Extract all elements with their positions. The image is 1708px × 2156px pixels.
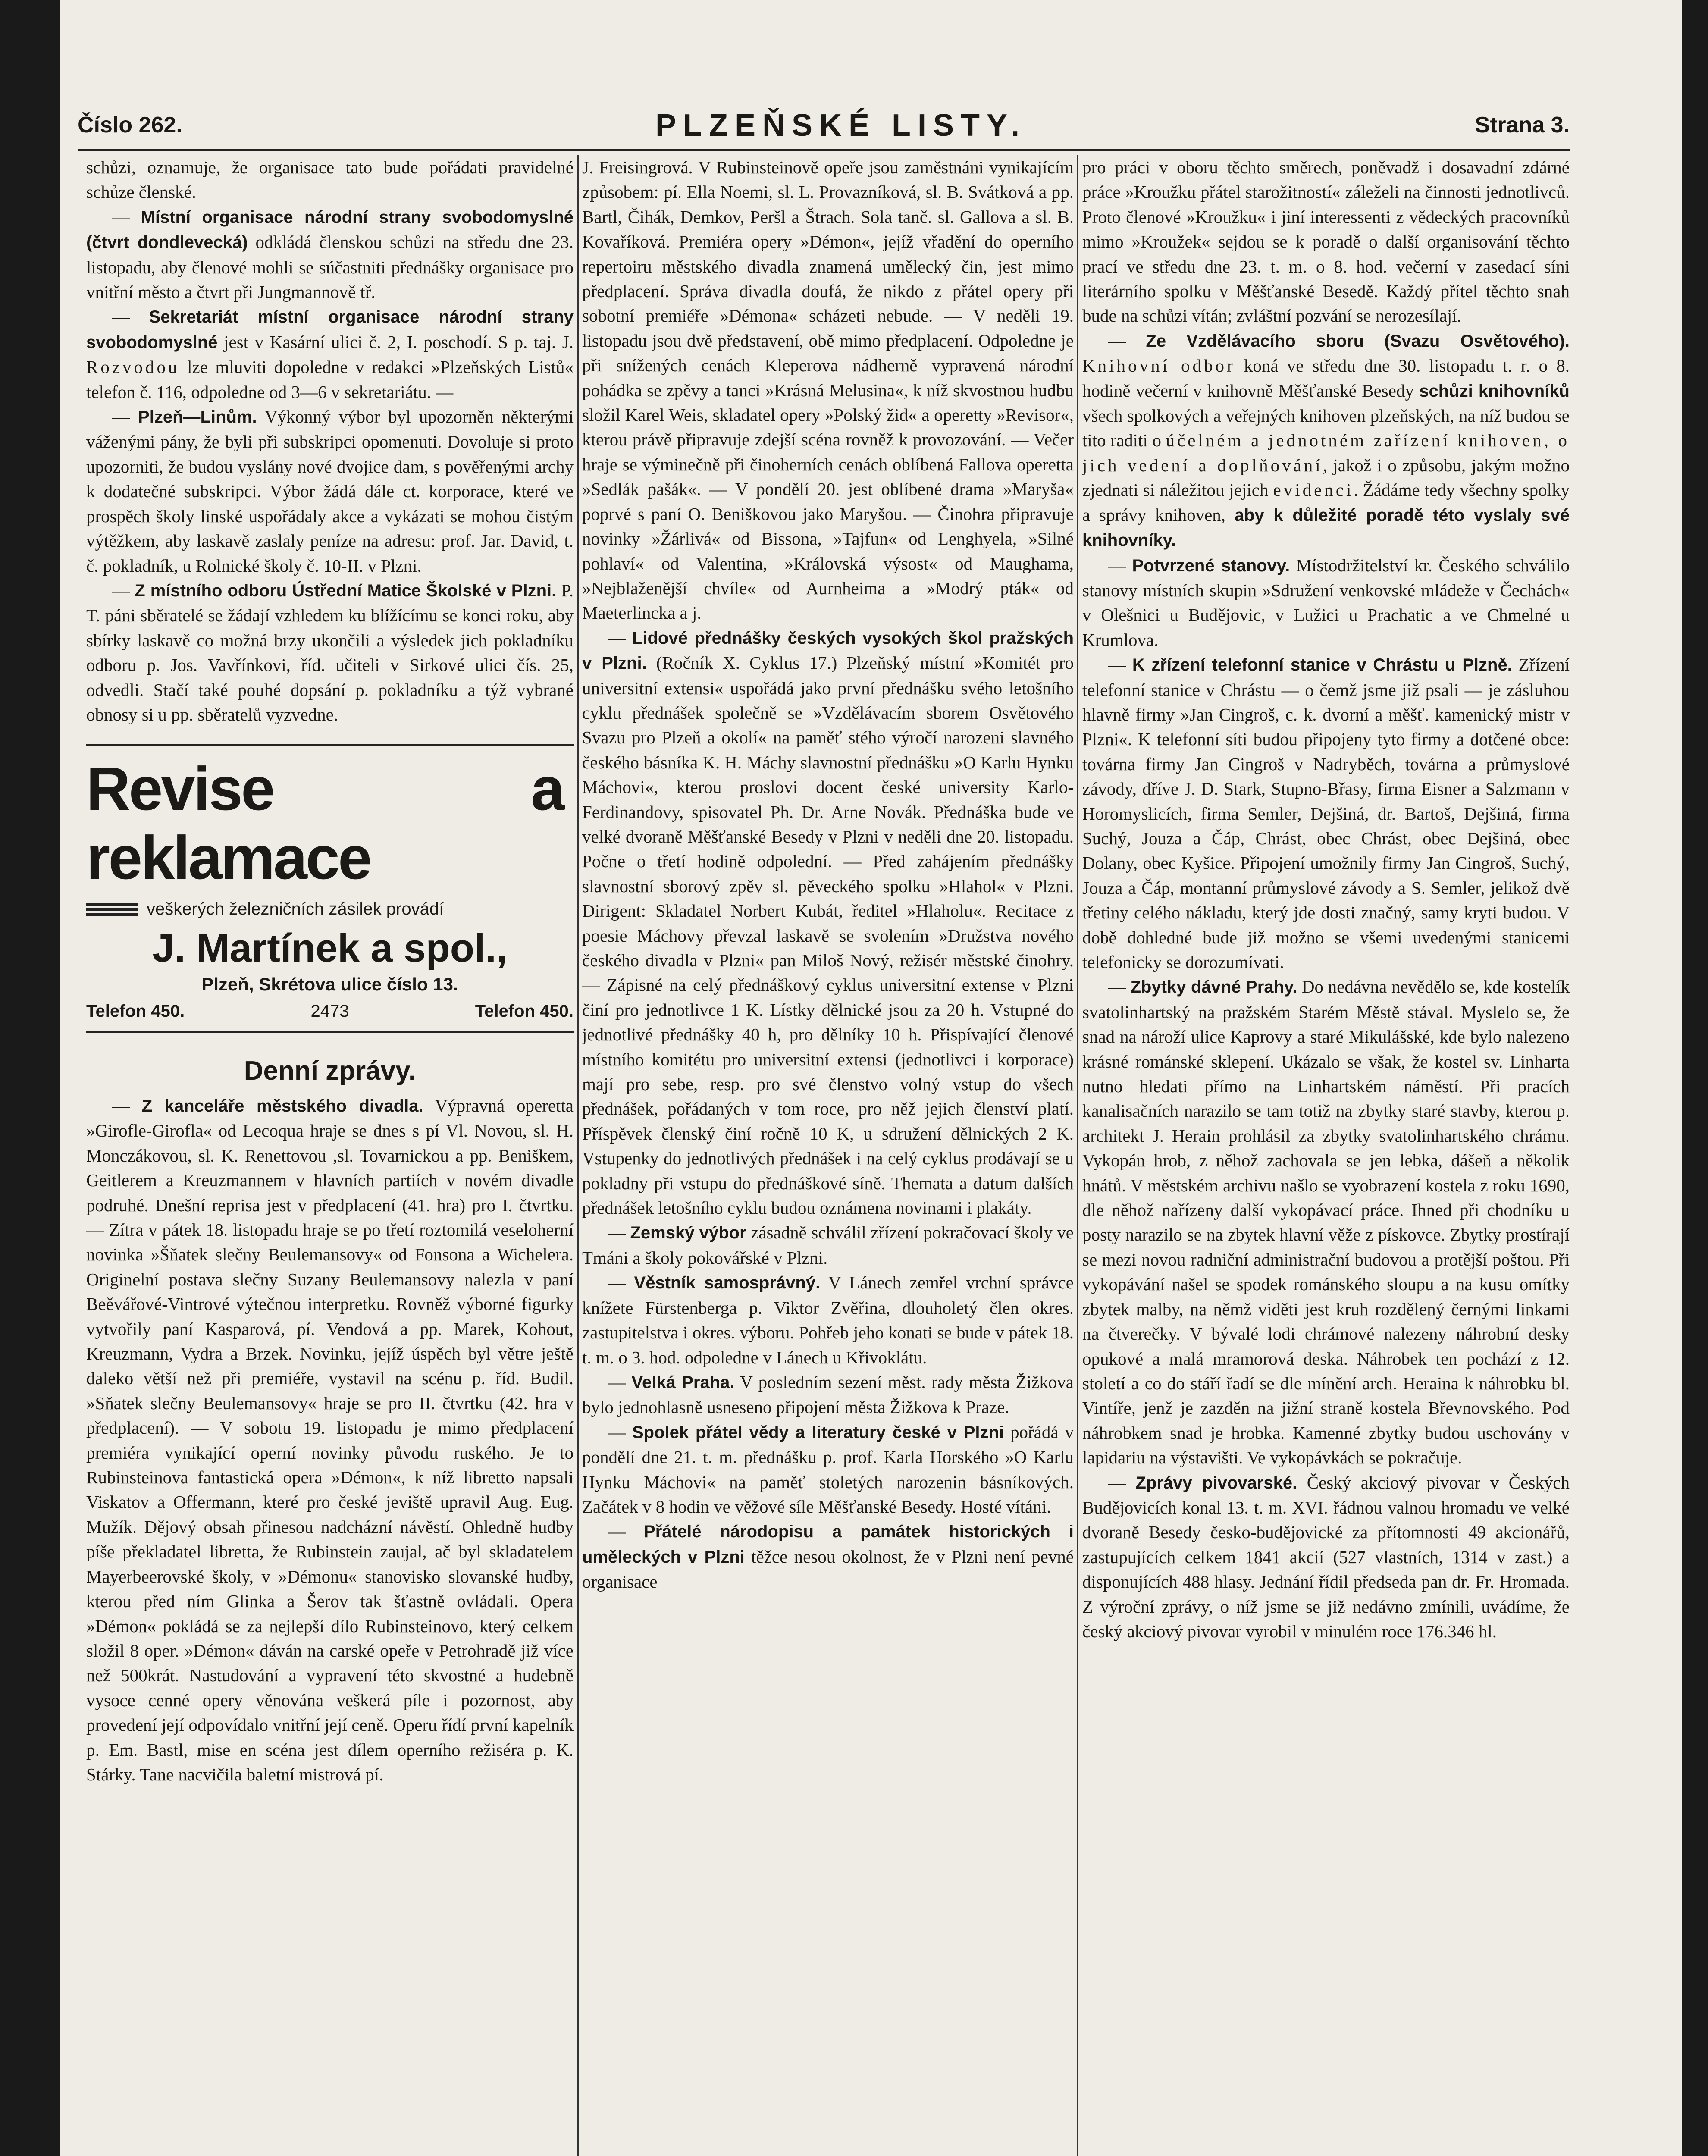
article-text: lze mluviti dopoledne v redakci »Plzeňských Listů« telefon č. 116, odpoledne od 3—6 v sekretariátu. —: [86, 357, 574, 402]
ad-title: [86, 755, 574, 893]
article-text: zásadně schválil zřízení pokračovací školy ve Tmáni a školy pokovářské v Plzni.: [582, 1222, 1074, 1268]
article-heading: Zemský výbor: [630, 1223, 746, 1243]
article-paragraph: schůzi, oznamuje, že organisace tato bude pořádati pravidelné schůze členské.: [86, 157, 574, 202]
article-paragraph: — Plzeň—Linům. Výkonný výbor byl upozorněn některými váženými pány, že byli při subskripci opomenuti. Dovoluje si proto upozorniti, že budou vyslány nové dvojice dam, s pověřenými archy k dodatečné subskripci. Výbor žádá dále ct. korporace, které ve prospěch školy linské uspořádaly akce a vykázati se mohou čistým výtěžkem, aby laskavě zaslaly peníze na adresu: prof. Jar. David, t. č. pokladník, u Rolnické školy č. 10-II. v Plzni.: [86, 407, 574, 576]
header-rule: [78, 149, 1570, 151]
article-heading: Přátelé národopisu a památek historických i uměleckých v Plzni: [582, 1522, 1074, 1567]
article-text-spaced: účelném a jednotném zařízení knihoven, o jich vedení a doplňování: [1082, 430, 1570, 475]
article-paragraph: — Věstník samosprávný. V Lánech zemřel vrchní správce knížete Fürstenberga p. Viktor Zvěřina, dlouholetý člen okres. zastupitelstva i okres. výboru. Pohřeb jeho konati se bude v pátek 18. t. m. o 3. hod. odpoledne v Lánech u Křivoklátu.: [582, 1272, 1074, 1367]
article-heading: Z kanceláře městského divadla.: [141, 1096, 423, 1116]
article-text: Český akciový pivovar v Českých Budějovicích konal 13. t. m. XVI. řádnou valnou hromadu ve velké dvoraně Besedy česko-budějovické za přítomnosti 49 akcionářů, zastupujících celkem 1841 akcií (527 vlastních, 1314 v zast.) a disponujících 488 hlasy. Jednání řídil předseda pan dr. Fr. Hromada. Z výroční zprávy, o níž jsme se již nedávno zmínili, uvádíme, že český akciový pivovar vyrobil v minulém roce 176.346 hl.: [1082, 1472, 1570, 1641]
ad-address: Plzeň, Skrétova ulice číslo 13.: [201, 974, 458, 994]
column-2: [582, 155, 1074, 2156]
article-heading: Lidové přednášky českých vysokých škol pražských v Plzni.: [582, 628, 1074, 673]
article-paragraph: — Přátelé národopisu a památek historických i uměleckých v Plzni těžce nesou okolnost, že v Plzni není pevné organisace: [582, 1521, 1074, 1592]
ad-subtitle: [86, 897, 574, 921]
article-text: V posledním sezení měst. rady města Žižkova bylo jednohlasně usneseno připojení města Žižkova k Praze.: [582, 1372, 1074, 1417]
article-paragraph: — Ze Vzdělávacího sboru (Svazu Osvětového). Knihovní odbor koná ve středu dne 30. listopadu t. r. o 8. hodině večerní v knihovně Měšťanské Besedy schůzi knihovníků všech spolkových a veřejných knihoven plzeňských, na níž budou se tito raditi o účelném a jednotném zařízení knihoven, o jich vedení a doplňování, jakož i o způsobu, jakým možno zjednati si náležitou jejich evidenci. Žádáme tedy všechny spolky a správy knihoven, aby k důležité poradě této vyslaly své knihovníky.: [1082, 330, 1570, 550]
article-heading: Zprávy pivovarské.: [1135, 1473, 1297, 1492]
article-text: . Žádáme tedy všechny spolky a správy knihoven,: [1082, 480, 1570, 525]
article-text: V Lánech zemřel vrchní správce knížete Fürstenberga p. Viktor Zvěřina, dlouholetý člen okres. zastupitelstva i okres. výboru. Pohřeb jeho konati se bude v pátek 18. t. m. o 3. hod. odpoledne v Lánech u Křivoklátu.: [582, 1272, 1074, 1367]
advertisement: [86, 744, 574, 1032]
article-text: Výkonný výbor byl upozorněn některými váženými pány, že byli při subskripci opomenuti. Dovoluje si proto upozorniti, že budou vyslány nové dvojice dam, s pověřenými archy k dodatečné subskripci. Výbor žádá dále ct. korporace, které ve prospěch školy linské uspořádaly akce a vykázati se mohou čistým výtěžkem, aby laskavě zaslaly peníze na adresu: prof. Jar. David, t. č. pokladník, u Rolnické školy č. 10-II. v Plzni.: [86, 407, 574, 576]
article-heading: Velká Praha.: [631, 1373, 735, 1392]
article-text: pořádá v pondělí dne 21. t. m. přednášku p. prof. Karla Horského »O Karlu Hynku Máchovi« na paměť stoletých narozenin básníkových. Začátek v 8 hodin ve věžové síle Měšťanské Besedy. Hosté vítáni.: [582, 1422, 1074, 1517]
article-paragraph: — Lidové přednášky českých vysokých škol pražských v Plzni. (Ročník X. Cyklus 17.) Plzeňský místní »Komitét pro universitní extensi« uspořádá jako první přednášku svého letošního cyklu přednášek společně se »Vzdělávacím sborem Osvětového Svazu pro Plzeň a okolí« na paměť stého výročí narozeni slavného českého básníka K. H. Máchy slavnostní přednášku »O Karlu Hynku Máchovi«, kterou proslovi docent české university Karlo-Ferdinandovy, spisovatel Ph. Dr. Arne Novák. Přednáška bude ve velké dvoraně Měšťanské Besedy v Plzni v neděli dne 20. listopadu. Počne o třetí hodině odpolední. — Před zahájením přednášky slavnostní sborový zpěv sl. pěveckého spolku »Hlahol« v Plzni. Dirigent: Skladatel Norbert Kubát, ředitel »Hlaholu«. Recitace z poesie Máchovy převzal laskavě se svolením »Družstva nového českého divadla v Plzni« pan Miloš Nový, režisér městské činohry. — Zápisné na celý přednáškový cyklus universitní extense v Plzni činí pro jednotlivce 1 K. Lístky dělnické jsou za 20 h. Vstupné do jednotlivé přednášky 40 h, pro dělníky 10 h. Přispívající členové místního komitétu pro universitní extensi (jednotlivci i korporace) mají pro sebe, resp. pro své členstvo volný vstup do všech přednášek, pořádaných v tom roce, pro něž jejich členství platí. Příspěvek členský činí ročně 10 K, u sdružení dělnických 2 K. Vstupenky do jednotlivých přednášek i na celý cyklus prodávají se u pokladny při vstupu do přednáškové síně. Themata a datum dalších přednášek letošního cyklu budou oznámena novinami i plakáty.: [582, 627, 1074, 1218]
page-number: Strana 3.: [1475, 113, 1570, 138]
article-heading: Ze Vzdělávacího sboru (Svazu Osvětového).: [1146, 331, 1570, 351]
article-text: jest v Kasární ulici č. 2, I. poschodí. S p. taj. J.: [217, 332, 574, 352]
article-paragraph: — Zbytky dávné Prahy. Do nedávna nevědělo se, kde kostelík svatolinhartský na pražském Starém Městě stával. Myslelo se, že snad na nároží ulice Kaprovy a staré Mikulášské, kde bylo nalezeno krásné románské sklepení. Ukázalo se však, že kostel sv. Linharta nutno hledati přímo na Linhartském náměstí. Při pracích kanalisačních narazilo se tam totiž na zbytky staré stavby, kterou p. architekt J. Herain prohlásil za zbytky svatolinhartského chrámu. Vykopán hrob, z něhož zachovala se jen lebka, dášeň a několik hnátů. V městském archivu našlo se vyobrazení kostela z roku 1690, dle něhož nařízeny další vykopávací práce. Ihned při chodníku u posty narazilo se na zbytek hlavní věže z pískovce. Zbytky prostírají se mezi novou radniční administrační budovou a protější poštou. Při vykopávání našel se spodek románského sloupu a na kusu omítky zbytek malby, na němž viděti jest kruh rozdělený černými linkami na čtverečky. V bývalé lodi chrámové nalezeny náhrobní desky opukové a malá mramorová deska. Náhrobek ten pochází z 12. století a co do stáří řadí se dle mínění arch. Heraina k náhrobku bl. Vintíře, jenž je zazděn na jižní straně kostela Břevnovského. Pod náhrobkem snad je hrobka. Kamenné zbytky budou uschovány v lapidariu na výstavišti. Ve vykopávkách se pokračuje.: [1082, 977, 1570, 1468]
article-paragraph: — Potvrzené stanovy. Místodržitelství kr. Českého schválilo stanovy místních skupin »Sdružení venkovské mládeže v Čechách« v Olešnici u Budějovic, v Lužici u Prachatic a ve Chmelné u Krumlova.: [1082, 555, 1570, 650]
article-paragraph: — Velká Praha. V posledním sezení měst. rady města Žižkova bylo jednohlasně usneseno připojení města Žižkova k Praze.: [582, 1372, 1074, 1417]
article-heading: Spolek přátel vědy a literatury české v Plzni: [632, 1423, 1004, 1442]
article-text-spaced: Rozvodou: [86, 357, 180, 377]
article-text: Zřízení telefonní stanice v Chrástu — o čemž jsme již psali — je zásluhou hlavně firmy »Jan Cingroš, c. k. dvorní a měšť. kamenický mistr v Plzni«. K telefonní síti budou připojeny tyto firmy a dotčené obce: továrna firmy Jan Cingroš v Nadryběch, továrna a průmyslové závody, dříve J. D. Stark, Stupno-Břasy, firma Eisner a Salzmann v Horomyslicích, firma Semler, Dejšiná, dr. Bartoš, Dejšiná, firma Suchý, Jouza a Čáp, Chrást, obec Chrást, obec Dejšiná, obec Dolany, obec Kyšice. Připojení umožnily firmy Jan Cingroš, Suchý, Jouza a Čáp, montanní průmyslové závody a S. Semler, jelikož dvě třetiny celého nákladu, který jde dosti značný, samy kryti budou. V době dohledné bude již možno se všemi uvedenými stanicemi telefonicky se dorozumívati.: [1082, 655, 1570, 972]
article-text-bold: aby k důležité poradě této vyslaly své knihovníky.: [1082, 505, 1570, 550]
article-paragraph: — Z místního odboru Ústřední Matice Školské v Plzni. P. T. páni sběratelé se žádají vzhledem ku blížícímu se konci roku, aby sbírky laskavě co možná brzy ukončili a výsledek jich pokladníku odboru p. Jos. Vavřínkovi, říd. učiteli v Sirkové ulici čís. 25, odvedli. Stačí také pouhé dopsání p. pokladníku a týž vybrané obnosy si u pp. sběratelů vyzvedne.: [86, 580, 574, 724]
article-paragraph: — K zřízení telefonní stanice v Chrástu u Plzně. Zřízení telefonní stanice v Chrástu — o čemž jsme již psali — je zásluhou hlavně firmy »Jan Cingroš, c. k. dvorní a měšť. kamenický mistr v Plzni«. K telefonní síti budou připojeny tyto firmy a dotčené obce: továrna firmy Jan Cingroš v Nadryběch, továrna a průmyslové závody, dříve J. D. Stark, Stupno-Břasy, firma Eisner a Salzmann v Horomyslicích, firma Semler, Dejšiná, dr. Bartoš, Dejšiná, firma Suchý, Jouza a Čáp, Chrást, obec Chrást, obec Dejšiná, obec Dolany, obec Kyšice. Připojení umožnily firmy Jan Cingroš, Suchý, Jouza a Čáp, montanní průmyslové závody a S. Semler, jelikož dvě třetiny celého nákladu, který jde dosti značný, samy kryti budou. V době dohledné bude již možno se všemi uvedenými stanicemi telefonicky se dorozumívati.: [1082, 655, 1570, 972]
article-text: těžce nesou okolnost, že v Plzni není pevné organisace: [582, 1546, 1074, 1592]
article-heading: Z místního odboru Ústřední Matice Školské v Plzni.: [135, 581, 557, 600]
article-heading: Plzeň—Linům.: [138, 407, 257, 427]
issue-number: Číslo 262.: [78, 113, 182, 138]
article-paragraph: — Spolek přátel vědy a literatury české v Plzni pořádá v pondělí dne 21. t. m. přednášku p. prof. Karla Horského »O Karlu Hynku Máchovi« na paměť stoletých narozenin básníkových. Začátek v 8 hodin ve věžové síle Měšťanské Besedy. Hosté vítáni.: [582, 1422, 1074, 1517]
column-rule-2: [1077, 155, 1078, 2156]
article-paragraph: — Sekretariát místní organisace národní strany svobodomyslné jest v Kasární ulici č. 2, I. poschodí. S p. taj. J. Rozvodou lze mluviti dopoledne v redakci »Plzeňských Listů« telefon č. 116, odpoledne od 3—6 v sekretariátu. —: [86, 307, 574, 402]
ad-number: 2473: [310, 1002, 349, 1021]
article-text: , jakož i o způsobu, jakým možno zjednati si náležitou jejich: [1082, 455, 1570, 500]
scan-border-right: [1682, 0, 1708, 2156]
ad-subtitle-text: veškerých železničních zásilek provádí: [147, 899, 444, 919]
article-paragraph: J. Freisingrová. V Rubinsteinově opeře jsou zaměstnáni vynikajícím způsobem: pí. Ella Noemi, sl. L. Provazníková, sl. B. Svátková a pp. Bartl, Čihák, Demkov, Peršl a Štrach. Sola tanč. sl. Gallova a sl. B. Kovaříková. Premiéra opery »Démon«, jejíž vřadění do operního repertoiru městského divadla znamená umělecký čin, jest mimo předplacení. Správa divadla doufá, že nikdo z přátel opery při sobotní premiéře »Démona« scházeti nebude. — V neděli 19. listopadu jsou dvě představení, obě mimo předplacení. Odpoledne je při snížených cenách Kleperova nádherně vypravená národní pohádka se zpěvy a tanci »Krásná Melusina«, k níž skvostnou hudbu složil Karel Weis, skladatel opery »Polský žid« a operetty »Revisor«, kterou právě připravuje zdejší scéna rovněž k provozování. — Večer hraje se výminečně při činoherních cenách oblíbená Fallova operetta »Sedlák pašák«. — V pondělí 20. jest oblíbené drama »Maryša« poprvé s paní O. Beniškovou jako Maryšou. — Činohra připravuje novinky »Žárlivá« od Bissona, »Tajfun« od Lenghyela, »Silné pohlaví« od Valentina, »Královská výsost« od Maughama, »Nejblaženější chvíle« od Aurnheima a »Modrý pták« od Maeterlincka a j.: [582, 157, 1074, 623]
ad-telephone-left: Telefon 450.: [86, 1002, 185, 1021]
page-header: [78, 108, 1570, 147]
scan-border-left: [0, 0, 60, 2156]
article-text: Výpravná operetta »Girofle-Girofla« od Lecoqua hraje se dnes s pí Vl. Novou, sl. H. Monczákovou, sl. K. Renettovou ,sl. Tovarnickou a pp. Beniškem, Geitlerem a Kreuzmannem v hlavních partiích v novém divadle podruhé. Dnešní reprisa jest v předplacení (41. hra) pro I. čtvrtku. — Zítra v pátek 18. listopadu hraje se po třetí roztomilá veseloherní novinka »Šňatek slečny Beulemansovy« od Fonsona a Wichelera. Originelní postava slečny Suzany Beulemansovy nalezla v paní Beěvářové-Vintrové výtečnou interpretku. Rovněž výborné figurky vytvořily paní Kasparová, pí. Vendová a pp. Marek, Kohout, Kreuzmann, Vydra a Brzek. Novinku, jejíž úspěch byl větre ještě daleko větší než při premiéře, vystavil na scénu p. říd. Budil. »Sňatek slečny Beulemansovy« hraje se pro II. čtvrtku (42. hra v předplacení). — V sobotu 19. listopadu je mimo předplacení premiéra vynikající operní novinky původu ruského. Je to Rubinsteinova fantastická opera »Démon«, k níž libretto napsali Viskatov a Offermann, které pro české jeviště upravil Aug. Eug. Mužík. Dějový obsah přinesou nadcházní návěstí. Ohledně hudby píše překladatel libretta, že Rubinstein zaujal, ač byl skladatelem Mayerbeerovské školy, v »Démonu« stanovisko slovanské hudby, kterou před ním Glinka a Šerov tak šťastně ovládali. Opera »Démon« pokládá se za nejlepší dílo Rubinsteinovo, který celkem složil 8 oper. »Démon« dáván na carské opeře v Petrohradě již více než 500krát. Nastudování a vypravení této skvostné a hudebně vysoce cenné opery věnována veškerá píle i pozornost, aby provedení její odpovídalo vnitřní její ceně. Operu řídí první kapelník p. Em. Bastl, mise en scéna jest dílem operního režiséra p. K. Stárky. Tane nacvičila baletní mistrová pí.: [86, 1095, 574, 1784]
article-paragraph: — Zemský výbor zásadně schválil zřízení pokračovací školy ve Tmáni a školy pokovářské v Plzni.: [582, 1222, 1074, 1268]
ad-telephone-row: [86, 999, 574, 1024]
article-text-spaced: evidenci: [1273, 480, 1354, 500]
masthead-title: PLZEŇSKÉ LISTY.: [655, 108, 1027, 143]
ad-firm-name: J. Martínek a spol.,: [152, 926, 508, 970]
article-paragraph: — Z kanceláře městského divadla. Výpravná operetta »Girofle-Girofla« od Lecoqua hraje se dnes s pí Vl. Novou, sl. H. Monczákovou, sl. K. Renettovou ,sl. Tovarnickou a pp. Beniškem, Geitlerem a Kreuzmannem v hlavních partiích v novém divadle podruhé. Dnešní reprisa jest v předplacení (41. hra) pro I. čtvrtku. — Zítra v pátek 18. listopadu hraje se po třetí roztomilá veseloherní novinka »Šňatek slečny Beulemansovy« od Fonsona a Wichelera. Originelní postava slečny Suzany Beulemansovy nalezla v paní Beěvářové-Vintrové výtečnou interpretku. Rovněž výborné figurky vytvořily paní Kasparová, pí. Vendová a pp. Marek, Kohout, Kreuzmann, Vydra a Brzek. Novinku, jejíž úspěch byl větre ještě daleko větší než při premiéře, vystavil na scénu p. říd. Budil. »Sňatek slečny Beulemansovy« hraje se pro II. čtvrtku (42. hra v předplacení). — V sobotu 19. listopadu je mimo předplacení premiéra vynikající operní novinky původu ruského. Je to Rubinsteinova fantastická opera »Démon«, k níž libretto napsali Viskatov a Offermann, které pro české jeviště upravil Aug. Eug. Mužík. Dějový obsah přinesou nadcházní návěstí. Ohledně hudby píše překladatel libretta, že Rubinstein zaujal, ač byl skladatelem Mayerbeerovské školy, v »Démonu« stanovisko slovanské hudby, kterou před ním Glinka a Šerov tak šťastně ovládali. Opera »Démon« pokládá se za nejlepší dílo Rubinsteinovo, který celkem složil 8 oper. »Démon« dáván na carské opeře v Petrohradě již více než 500krát. Nastudování a vypravení této skvostné a hudebně vysoce cenné opery věnována veškerá píle i pozornost, aby provedení její odpovídalo vnitřní její ceně. Operu řídí první kapelník p. Em. Bastl, mise en scéna jest dílem operního režiséra p. K. Stárky. Tane nacvičila baletní mistrová pí.: [86, 1095, 574, 1784]
article-heading: Potvrzené stanovy.: [1132, 556, 1290, 575]
article-heading: Místní organisace národní strany svobodomyslné (čtvrt dondlevecká): [86, 207, 574, 252]
article-text: P. T. páni sběratelé se žádají vzhledem ku blížícímu se konci roku, aby sbírky laskavě co možná brzy ukončili a výsledek jich pokladníku odboru p. Jos. Vavřínkovi, říd. učiteli v Sirkové ulici čís. 25, odvedli. Stačí také pouhé dopsání p. pokladníku a týž vybrané obnosy si u pp. sběratelů vyzvedne.: [86, 580, 574, 724]
column-rule-1: [577, 155, 579, 2156]
article-heading: Zbytky dávné Prahy.: [1130, 978, 1297, 997]
ad-telephone-right: Telefon 450.: [475, 1002, 574, 1021]
article-text: koná ve středu dne 30. listopadu t. r. o 8. hodině večerní v knihovně Měšťanské Besedy: [1082, 356, 1570, 401]
column-3: [1082, 155, 1570, 2156]
article-text: všech spolkových a veřejných knihoven plzeňských, na níž budou se tito raditi o: [1082, 406, 1570, 451]
article-text: Do nedávna nevědělo se, kde kostelík svatolinhartský na pražském Starém Městě stával. Myslelo se, že snad na nároží ulice Kaprovy a staré Mikulášské, kde bylo nalezeno krásné románské sklepení. Ukázalo se však, že kostel sv. Linharta nutno hledati přímo na Linhartském náměstí. Při pracích kanalisačních narazilo se tam totiž na zbytky staré stavby, kterou p. architekt J. Herain prohlásil za zbytky svatolinhartského chrámu. Vykopán hrob, z něhož zachovala se jen lebka, dášeň a několik hnátů. V městském archivu našlo se vyobrazení kostela z roku 1690, dle něhož nařízeny další vykopávací práce. Ihned při chodníku u posty narazilo se na zbytek hlavní věže z pískovce. Zbytky prostírají se mezi novou radniční administrační budovou a protější poštou. Při vykopávání našel se spodek románského sloupu a na kusu omítky zbytek malby, na němž viděti jest kruh rozdělený černými linkami na čtverečky. V bývalé lodi chrámové nalezeny náhrobní desky opukové a malá mramorová deska. Náhrobek ten pochází z 12. století a co do stáří řadí se dle mínění arch. Heraina k náhrobku bl. Vintíře, jenž je zazděn na jižní straně kostela Břevnovského. Pod náhrobkem snad je hrobka. Kamenné zbytky budou uschovány v lapidariu na výstavišti. Ve vykopávkách se pokračuje.: [1082, 977, 1570, 1468]
ad-decorative-lines: [86, 903, 138, 916]
article-text-spaced: Knihovní odbor: [1082, 356, 1235, 376]
article-text: (Ročník X. Cyklus 17.) Plzeňský místní »Komitét pro universitní extensi« uspořádá jako první přednášku svého letošního cyklu přednášek společně se »Vzdělávacím sborem Osvětového Svazu pro Plzeň a okolí« na paměť stého výročí narozeni slavného českého básníka K. H. Máchy slavnostní přednášku »O Karlu Hynku Máchovi«, kterou proslovi docent české university Karlo-Ferdinandovy, spisovatel Ph. Dr. Arne Novák. Přednáška bude ve velké dvoraně Měšťanské Besedy v Plzni v neděli dne 20. listopadu. Počne o třetí hodině odpolední. — Před zahájením přednášky slavnostní sborový zpěv sl. pěveckého spolku »Hlahol« v Plzni. Dirigent: Skladatel Norbert Kubát, ředitel »Hlaholu«. Recitace z poesie Máchovy převzal laskavě se svolením »Družstva nového českého divadla v Plzni« pan Miloš Nový, režisér městské činohry. — Zápisné na celý přednáškový cyklus universitní extense v Plzni činí pro jednotlivce 1 K. Lístky dělnické jsou za 20 h. Vstupné do jednotlivé přednášky 40 h, pro dělníky 10 h. Přispívající členové místního komitétu pro universitní extensi (jednotlivci i korporace) mají pro sebe, resp. pro své členstvo volný vstup do všech přednášek, pořádaných v tom roce, pro něž jejich členství platí. Příspěvek členský činí ročně 10 K, u sdružení dělnických 2 K. Vstupenky do jednotlivých přednášek i na celý cyklus prodávají se u pokladny při vstupu do přednáškové síně. Themata a datum dalších přednášek letošního cyklu budou oznámena novinami i plakáty.: [582, 653, 1074, 1218]
article-heading: Věstník samosprávný.: [634, 1273, 821, 1293]
section-heading: Denní zprávy.: [244, 1056, 416, 1086]
article-heading: K zřízení telefonní stanice v Chrástu u Plzně.: [1132, 655, 1512, 675]
column-1: [86, 155, 574, 2156]
ad-title-text: Revise a reklamace: [86, 755, 563, 893]
article-paragraph: pro práci v oboru těchto směrech, poněvadž i dosavadní zdárné práce »Kroužku přátel starožitností« záleželi na činnosti jednotlivců. Proto členové »Kroužku« i jiní interessenti z vědeckých pracovníků mimo »Kroužek« sejdou se k poradě o další organisování těchto prací ve středu dne 23. t. m. o 8. hod. večerní v zasedací síni literárního spolku v Měšťanské Besedě. Každý přítel těchto snah bude na schůzi vítán; zvláštní pozvání se nerozesílají.: [1082, 157, 1570, 326]
article-text: Místodržitelství kr. Českého schválilo stanovy místních skupin »Sdružení venkovské mládeže v Čechách« v Olešnici u Budějovic, v Lužici u Prachatic a ve Chmelné u Krumlova.: [1082, 555, 1570, 650]
article-text: odkládá členskou schůzi na středu dne 23. listopadu, aby členové mohli se súčastniti přednášky organisace pro vnitřní město a čtvrt při Jungmannově tř.: [86, 232, 574, 302]
article-paragraph: — Zprávy pivovarské. Český akciový pivovar v Českých Budějovicích konal 13. t. m. XVI. řádnou valnou hromadu ve velké dvoraně Besedy česko-budějovické za přítomnosti 49 akcionářů, zastupujících celkem 1841 akcií (527 vlastních, 1314 v zast.) a disponujících 488 hlasy. Jednání řídil předseda pan dr. Fr. Hromada. Z výroční zprávy, o níž jsme se již nedávno zmínili, uvádíme, že český akciový pivovar vyrobil v minulém roce 176.346 hl.: [1082, 1472, 1570, 1641]
article-heading: Sekretariát místní organisace národní strany svobodomyslné: [86, 307, 574, 352]
article-text-bold: schůzi knihovníků: [1419, 381, 1570, 401]
article-paragraph: — Místní organisace národní strany svobodomyslné (čtvrt dondlevecká) odkládá členskou schůzi na středu dne 23. listopadu, aby členové mohli se súčastniti přednášky organisace pro vnitřní město a čtvrt při Jungmannově tř.: [86, 207, 574, 302]
